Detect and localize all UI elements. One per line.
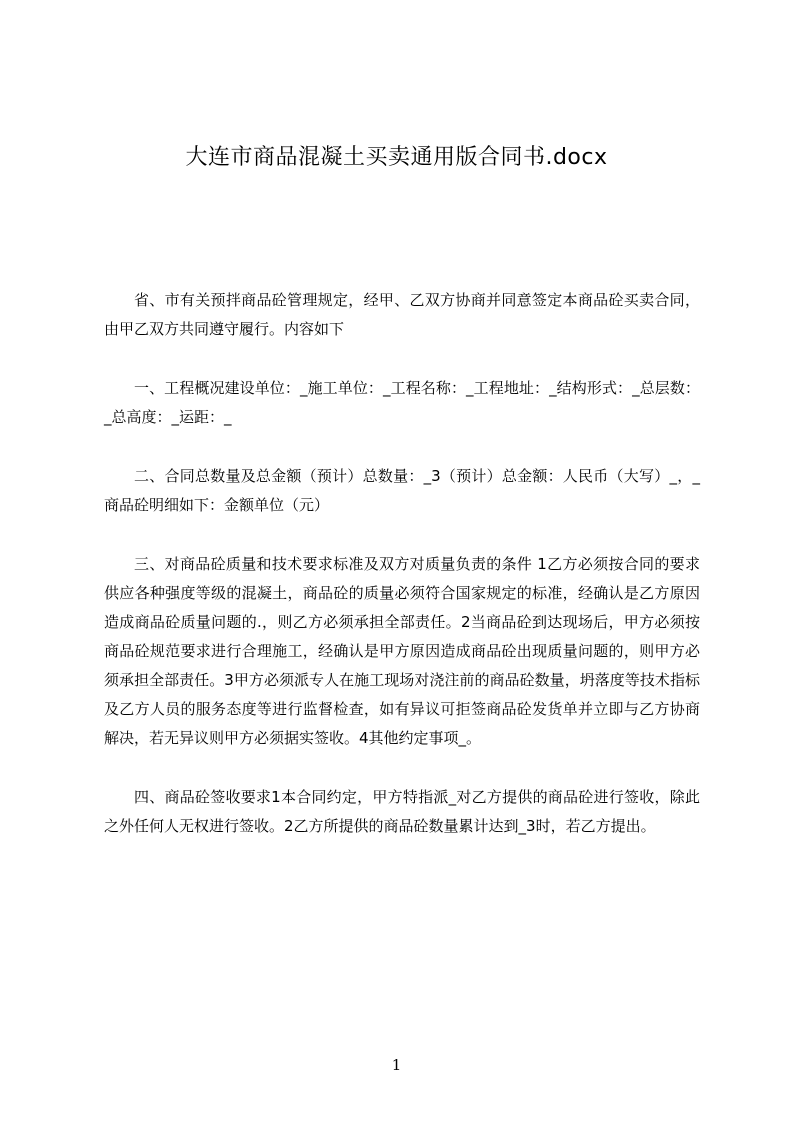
paragraph-signing-requirements: 四、商品砼签收要求1本合同约定，甲方特指派_对乙方提供的商品砼进行签收，除此之外任何人无权进行签收。2乙方所提供的商品砼数量累计达到_3时，若乙方提出。 — [104, 788, 700, 835]
page-number: 1 — [391, 1056, 402, 1074]
document-body — [104, 286, 700, 871]
paragraph-intro: 省、市有关预拌商品砼管理规定，经甲、乙双方协商并同意签定本商品砼买卖合同，由甲乙双方共同遵守履行。内容如下 — [104, 291, 700, 338]
paragraph-quality-requirements: 三、对商品砼质量和技术要求标准及双方对质量负责的条件 1乙方必须按合同的要求供应各种强度等级的混凝土，商品砼的质量必须符合国家规定的标准，经确认是乙方原因造成商品砼质量问题的.，则乙方必须承担全部责任。2当商品砼到达现场后，甲方必须按商品砼规范要求进行合理施工，经确认是甲方原因造成商品砼出现质量问题的，则甲方必须承担全部责任。3甲方必须派专人在施工现场对浇注前的商品砼数量，坍落度等技术指标及乙方人员的服务态度等进行监督检查，如有异议可拒签商品砼发货单并立即与乙方协商解决，若无异议则甲方必须据实签收。4其他约定事项_。 — [104, 555, 700, 747]
paragraph-total-quantity-amount: 二、合同总数量及总金额（预计）总数量：_3（预计）总金额：人民币（大写）_，_商品砼明细如下：金额单位（元） — [104, 467, 700, 514]
paragraph-project-overview: 一、工程概况建设单位：_施工单位：_工程名称：_工程地址：_结构形式：_总层数：_总高度：_运距：_ — [104, 379, 700, 426]
document-title: 大连市商品混凝土买卖通用版合同书.docx — [185, 145, 608, 170]
